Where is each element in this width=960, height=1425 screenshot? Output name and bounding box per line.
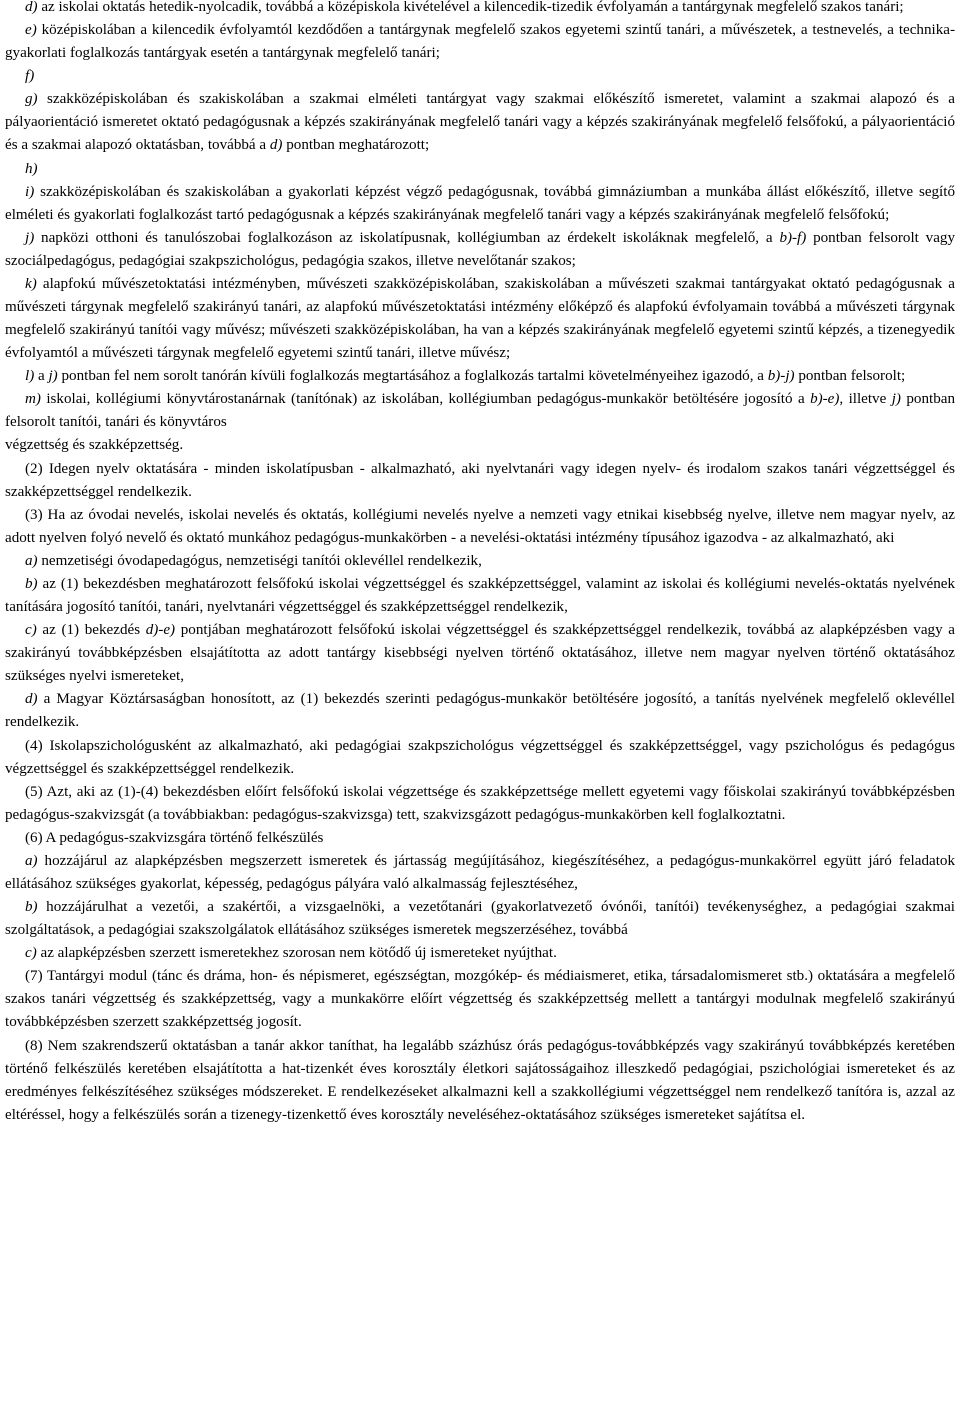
paragraph-marker: c)	[25, 945, 37, 962]
paragraph-text: (7) Tantárgyi modul (tánc és dráma, hon- és népismeret, egészségtan, mozgókép- és médiaismeret, etika, társadalomismeret stb.) oktatására a megfelelő szakos tanári végzettség és szakképzettség, vagy a munkakörre előírt végzettség és szakképzettség mellett a tantárgyi modulnak megfelelő szakirányú továbbképzésben szerzett szakképzettség jogosít.	[5, 968, 955, 1031]
paragraph-marker: d)	[269, 137, 283, 154]
paragraph-text: napközi otthoni és tanulószobai foglalkozáson az iskolatípusnak, kollégiumban az érdekelt iskoláknak megfelelő, a	[34, 229, 780, 246]
paragraph-p-8	[5, 1035, 955, 1127]
paragraph-marker: i)	[25, 183, 35, 200]
paragraph-marker: j)	[25, 229, 35, 246]
paragraph-marker: e)	[25, 22, 37, 39]
paragraph-text: szakközépiskolában és szakiskolában a szakmai elméleti tantárgyat vagy szakmai előkészítő ismeretet, valamint a szakmai alapozó és a pályaorientáció ismeretet oktató pedagógusnak a képzés szakirányának megfelelő tanári vagy a képzés szakirányának megfelelő felsőfokú, a pályaorientáció és a szakmai alapozó oktatásban, továbbá a	[5, 91, 955, 154]
paragraph-p-7	[5, 965, 955, 1034]
paragraph-p-2	[5, 458, 955, 504]
paragraph-p-m2	[5, 434, 955, 457]
paragraph-p-3c	[5, 619, 955, 688]
paragraph-marker: b)-j)	[767, 368, 795, 385]
paragraph-marker: k)	[25, 275, 37, 292]
paragraph-text: (5) Azt, aki az (1)-(4) bekezdésben előírt felsőfokú iskolai végzettsége és szakképzettsége mellett egyetemi vagy főiskolai szakirányú továbbképzésben pedagógus-szakvizsgát (a továbbiakban: pedagógus-szakvizsga) tett, szakvizsgázott pedagógus-munkakörben kell foglalkoztatni.	[5, 783, 955, 823]
paragraph-marker: b)-e)	[810, 391, 840, 408]
paragraph-text: alapfokú művészetoktatási intézményben, művészeti szakközépiskolában, szakiskolában a művészeti szakmai tantárgyakat oktató pedagógusnak a művészeti tárgynak megfelelő szakirányú tanári, az alapfokú művészetoktatási intézmény előképző és alapfokú évfolyamain továbbá a művészeti tárgynak megfelelő szakirányú tanítói vagy művész; művészeti szakközépiskolában, ha van a képzés szakirányának megfelelő egyetemi szintű képzés, a tizenegyedik évfolyamtól a művészeti tárgynak megfelelő egyetemi szintű tanári, illetve művész;	[5, 275, 955, 362]
paragraph-p-l	[5, 365, 955, 388]
paragraph-p-3	[5, 504, 955, 550]
paragraph-text: hozzájárulhat a vezetői, a szakértői, a vizsgaelnöki, a vezetőtanári (gyakorlatvezető óvónői, tanítói) tevékenységhez, a pedagógiai szakmai szolgáltatások, a pedagógiai szakszolgálatok ellátásához szükséges ismeretek megszerzéséhez, továbbá	[5, 899, 955, 939]
paragraph-p-6	[5, 827, 955, 850]
paragraph-text: pontban fel nem sorolt tanórán kívüli foglalkozás megtartásához a foglalkozás tartalmi követelményeihez igazodó, a	[57, 368, 768, 385]
paragraph-p-3a	[5, 550, 955, 573]
paragraph-marker: d)	[25, 691, 38, 708]
paragraph-text: hozzájárul az alapképzésben megszerzett ismeretek és jártasság megújításához, kiegészítéséhez, a pedagógus-munkakörrel együtt járó feladatok ellátásához szükséges gyakorlat, képesség, pedagógus pályára való alkalmasság fejlesztéséhez,	[5, 852, 955, 892]
paragraph-text: végzettség és szakképzettség.	[5, 437, 184, 454]
paragraph-text: az alapképzésben szerzett ismeretekhez szorosan nem kötődő új ismereteket nyújthat.	[36, 945, 557, 962]
paragraph-text: pontjában meghatározott felsőfokú iskolai végzettséggel és szakképzettséggel rendelkezik, továbbá az alapképzésben vagy a szakirányú továbbképzésben elsajátította az adott tantárgy kisebbségi nyelven történő oktatásához, illetve nem magyar nyelven történő oktatásához szükséges nyelvi ismereteket,	[5, 622, 956, 685]
paragraph-p-m	[5, 388, 955, 434]
paragraph-text: az (1) bekezdés	[36, 622, 146, 639]
paragraph-p-k	[5, 273, 955, 365]
paragraph-text: szakközépiskolában és szakiskolában a gyakorlati képzést végző pedagógusnak, továbbá gimnáziumban a munkába állást előkészítő, illetve segítő elméleti és gyakorlati foglalkozást tartó pedagógusnak a képzés szakirányának megfelelő tanári vagy a képzés szakirányának megfelelő felsőfokú;	[5, 183, 955, 223]
paragraph-marker: l)	[25, 368, 35, 385]
paragraph-p-h	[5, 158, 955, 181]
paragraph-p-6a	[5, 850, 955, 896]
paragraph-p-3b	[5, 573, 955, 619]
paragraph-p-5	[5, 781, 955, 827]
paragraph-marker: j)	[891, 391, 901, 408]
paragraph-text: pontban meghatározott;	[282, 137, 430, 154]
paragraph-marker: d)-e)	[145, 622, 176, 639]
paragraph-text: (3) Ha az óvodai nevelés, iskolai nevelés és oktatás, kollégiumi nevelés nyelve a nemzeti vagy etnikai kisebbség nyelve, illetve nem magyar nyelv, az adott nyelven folyó nevelő és oktató munkához pedagógus-munkakörben - a nevelési-oktatási intézmény típusához igazodva - az alkalmazható, aki	[5, 506, 955, 546]
paragraph-marker: c)	[25, 622, 37, 639]
paragraph-text: a Magyar Köztársaságban honosított, az (1) bekezdés szerinti pedagógus-munkakör betöltésére jogosító, a tanítás nyelvének megfelelő oklevéllel rendelkezik.	[5, 691, 955, 731]
paragraph-marker: b)	[25, 575, 38, 592]
paragraph-p-d	[5, 0, 955, 19]
paragraph-p-i	[5, 181, 955, 227]
paragraph-marker: j)	[48, 368, 58, 385]
paragraph-text: (2) Idegen nyelv oktatására - minden iskolatípusban - alkalmazható, aki nyelvtanári vagy idegen nyelv- és irodalom szakos tanári végzettséggel és szakképzettséggel rendelkezik.	[5, 460, 955, 500]
paragraph-marker: b)	[25, 899, 38, 916]
paragraph-p-6b	[5, 896, 955, 942]
paragraph-marker: a)	[25, 852, 38, 869]
paragraph-p-4	[5, 735, 955, 781]
paragraph-text: az (1) bekezdésben meghatározott felsőfokú iskolai végzettséggel és szakképzettséggel, valamint az iskolai és kollégiumi nevelés-oktatás nyelvének tanítására jogosító tanítói, tanári, nyelvtanári végzettséggel és szakképzettséggel rendelkezik,	[5, 575, 955, 616]
paragraph-text: (4) Iskolapszichológusként az alkalmazható, aki pedagógiai szakpszichológus végzettséggel és szakképzettséggel, vagy pszichológus és pedagógus végzettséggel és szakképzettséggel rendelkezik.	[5, 737, 955, 777]
paragraph-marker: m)	[25, 391, 41, 408]
paragraph-p-3d	[5, 688, 955, 734]
paragraph-text: (8) Nem szakrendszerű oktatásban a tanár akkor taníthat, ha legalább százhúsz órás pedagógus-továbbképzés vagy szakirányú továbbképzés keretében történő felkészülés keretében elsajátította a hat-tizenkét éves korosztály életkori sajátosságaihoz illeszkedő pedagógiai, pszichológiai ismereteket és az eredményes felkészítéséhez szükséges módszereket. E rendelkezéseket alkalmazni kell a szakkollégiumi végzettséggel nem rendelkező tanítóra is, azzal az eltéréssel, hogy a felkészülés során a tizenegy-tizenkettő éves korosztály neveléséhez-oktatásához szükséges ismereteket sajátítsa el.	[5, 1037, 955, 1123]
paragraph-p-g	[5, 88, 955, 157]
paragraph-marker: f)	[25, 68, 35, 85]
paragraph-p-j	[5, 227, 955, 273]
paragraph-text: pontban felsorolt;	[794, 368, 906, 385]
paragraph-marker: b)-f)	[779, 229, 807, 246]
paragraph-text: nemzetiségi óvodapedagógus, nemzetiségi tanítói oklevéllel rendelkezik,	[37, 552, 482, 569]
paragraph-text: középiskolában a kilencedik évfolyamtól kezdődően a tantárgynak megfelelő szakos egyetemi szintű tanári, a művészetek, a testnevelés, a technika-gyakorlati foglalkozás tantárgyak esetén a tantárgynak megfelelő tanári;	[5, 22, 955, 62]
paragraph-text: a	[34, 368, 49, 385]
paragraph-text: az iskolai oktatás hetedik-nyolcadik, továbbá a középiskola kivételével a kilencedik-tizedik évfolyamán a tantárgynak megfelelő szakos tanári;	[37, 0, 904, 15]
paragraph-marker: a)	[25, 552, 38, 569]
paragraph-p-e	[5, 19, 955, 65]
paragraph-p-f	[5, 65, 955, 88]
paragraph-text: pontban felsorolt vagy szociálpedagógus, pedagógiai szakpszichológus, pedagógia szakos, illetve nevelőtanár szakos;	[5, 229, 956, 269]
paragraph-marker: d)	[25, 0, 38, 15]
paragraph-text: iskolai, kollégiumi könyvtárostanárnak (tanítónak) az iskolában, kollégiumban pedagógus-munkakör betöltésére jogosító a	[40, 391, 811, 408]
paragraph-marker: g)	[25, 91, 38, 108]
paragraph-p-6c	[5, 942, 955, 965]
paragraph-marker: h)	[25, 160, 38, 177]
paragraph-text: , illetve	[839, 391, 892, 408]
paragraph-text: pontban felsorolt tanítói, tanári és könyvtáros	[5, 391, 955, 431]
paragraph-text: (6) A pedagógus-szakvizsgára történő felkészülés	[25, 829, 324, 846]
